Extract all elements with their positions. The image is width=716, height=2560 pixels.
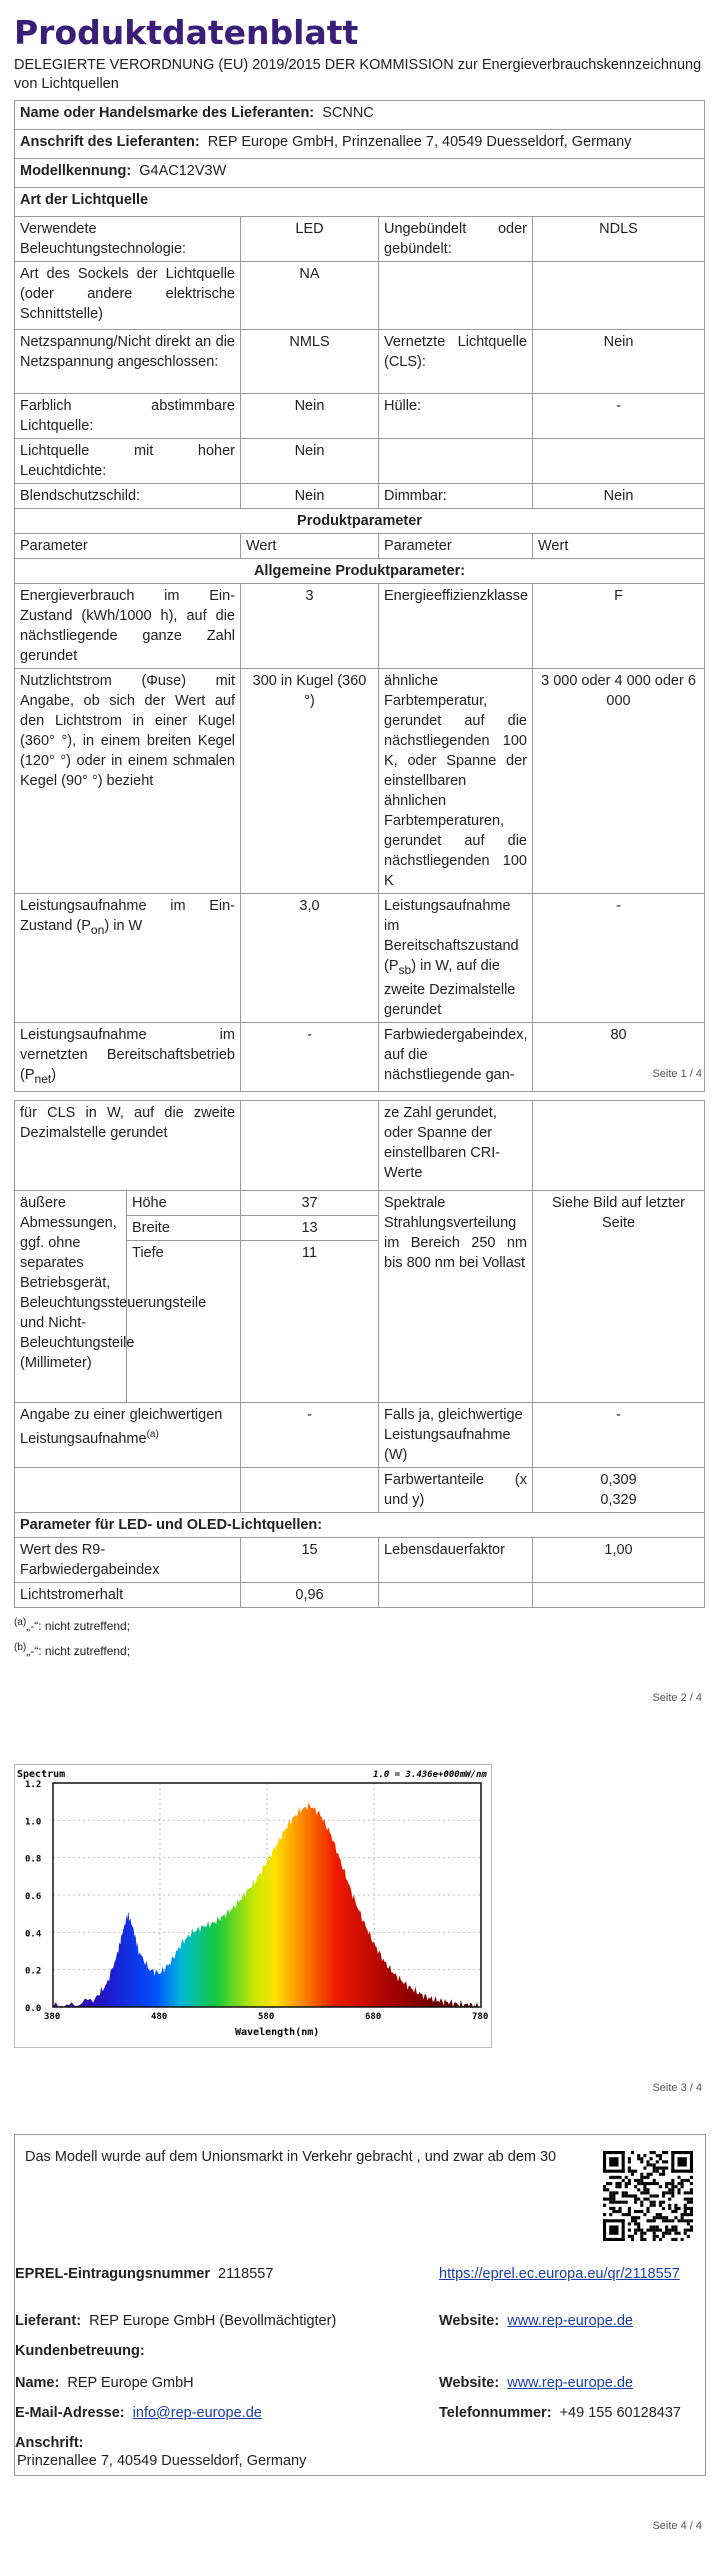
address-value: REP Europe GmbH, Prinzenallee 7, 40549 Duesseldorf, Germany: [207, 134, 632, 150]
param-value: -: [533, 894, 705, 1023]
param-label: für CLS in W, auf die zweite Dezimalstelle gerundet: [15, 1101, 241, 1191]
type-row: [15, 262, 705, 330]
eprel-number: 2118557: [218, 2266, 274, 2282]
y-tick-label: 0.8: [25, 1854, 42, 1865]
type-value: NDLS: [533, 217, 705, 262]
supplier-info-box: [14, 2134, 706, 2476]
y-tick-label: 1.2: [25, 1780, 42, 1790]
page-title: Produktdatenblatt: [14, 13, 359, 52]
param-label: Energieeffizienzklasse: [379, 584, 533, 669]
email-row: E-Mail-Adresse: info@rep-europe.de: [15, 2405, 262, 2421]
type-value: -: [533, 394, 705, 439]
param-label: Leistungsaufnahme im Bereitschaftszustand $(P_{sb})$ in W, auf die zweite Dezimalstelle gerundet: [379, 894, 533, 1023]
dimension-value: 37: [241, 1191, 379, 1216]
supplier-value: SCNNC: [322, 105, 374, 121]
website-link[interactable]: www.rep-europe.de: [507, 2375, 633, 2391]
chromaticity-label: Farbwertanteile (x und y): [379, 1468, 533, 1513]
dimension-name: Tiefe: [127, 1241, 241, 1403]
dimension-name: Höhe: [127, 1191, 241, 1216]
param-label: ze Zahl gerundet, oder Spanne der einstellbaren CRI-Werte: [379, 1101, 533, 1191]
param-value: -: [241, 1022, 379, 1091]
spectrum-label: Spektrale Strahlungsverteilung im Bereich 250 nm bis 800 nm bei Vollast: [379, 1191, 533, 1403]
param-value: 300 in Kugel (360 °): [241, 669, 379, 894]
x-tick-label: 580: [258, 2012, 275, 2022]
param-value: 3: [241, 584, 379, 669]
supplier-label: Name oder Handelsmarke des Lieferanten:: [20, 105, 315, 121]
type-value: Nein: [241, 484, 379, 509]
spectrum-value: Siehe Bild auf letzter Seite: [533, 1191, 705, 1403]
x-tick-label: 780: [472, 2012, 489, 2022]
email-link[interactable]: info@rep-europe.de: [132, 2405, 262, 2421]
type-label: Farblich abstimmbare Lichtquelle:: [15, 394, 241, 439]
type-label: [379, 439, 533, 484]
chart-annotation: 1.0 = 3.436e+000mW/nm: [373, 1770, 487, 1780]
type-label: Dimmbar:: [379, 484, 533, 509]
anschrift-label: Anschrift:: [15, 2435, 84, 2451]
param-value: F: [533, 584, 705, 669]
phone-row: Telefonnummer: +49 155 60128437: [439, 2405, 681, 2421]
address-label: Anschrift des Lieferanten:: [20, 134, 200, 150]
customer-service-heading: Kundenbetreuung:: [15, 2343, 145, 2359]
param-label: Farbwiedergabeindex, auf die nächstliegende gan-: [379, 1022, 533, 1091]
supplier-table: [14, 100, 705, 1092]
column-header: Parameter: [379, 534, 533, 559]
r9-label: Wert des R9-Farbwiedergabeindex: [15, 1538, 241, 1583]
column-header: Wert: [241, 534, 379, 559]
maintenance-value: 0,96: [241, 1583, 379, 1608]
type-value: NMLS: [241, 330, 379, 394]
y-tick-label: 0.2: [25, 1966, 42, 1977]
led-params-heading: Parameter für LED- und OLED-Lichtquellen:: [15, 1513, 705, 1538]
website-link[interactable]: www.rep-europe.de: [507, 2313, 633, 2329]
column-header: Parameter: [15, 534, 241, 559]
y-tick-label: 1.0: [25, 1817, 42, 1828]
x-tick-label: 380: [44, 2012, 61, 2022]
type-value: LED: [241, 217, 379, 262]
type-value: [533, 262, 705, 330]
page-number: Seite 3 / 4: [652, 2082, 702, 2094]
website2-row: Website: www.rep-europe.de: [439, 2375, 633, 2391]
column-header-row: [15, 534, 705, 559]
param-row: [15, 894, 705, 1023]
r9-value: 15: [241, 1538, 379, 1583]
params-table-continued: [14, 1100, 705, 1608]
y-tick-label: 0.0: [25, 2004, 42, 2014]
page-1: [14, 14, 704, 1092]
spectrum-svg: [15, 1765, 491, 2047]
market-intro: Das Modell wurde auf dem Unionsmarkt in Verkehr gebracht , und zwar ab dem 30: [25, 2149, 557, 2165]
x-tick-label: 680: [365, 2012, 382, 2022]
type-value: Nein: [241, 394, 379, 439]
type-row: [15, 394, 705, 439]
type-label: Verwendete Beleuchtungstechnologie:: [15, 217, 241, 262]
param-label: Leistungsaufnahme im Ein-Zustand $(P_{on})$ in W: [15, 894, 241, 1023]
type-row: [15, 439, 705, 484]
type-row: [15, 217, 705, 262]
regulation-subtitle: DELEGIERTE VERORDNUNG (EU) 2019/2015 DER KOMMISSION zur Energieverbrauchskennzeichnung von Lichtquellen: [14, 57, 702, 92]
type-label: [379, 262, 533, 330]
model-value: G4AC12V3W: [139, 163, 227, 179]
dimension-value: 11: [241, 1241, 379, 1403]
life-factor-value: 1,00: [533, 1538, 705, 1583]
type-label: Lichtquelle mit hoher Leuchtdichte:: [15, 439, 241, 484]
param-row: [15, 584, 705, 669]
param-value: 3 000 oder 4 000 oder 6 000: [533, 669, 705, 894]
x-tick-label: 480: [151, 2012, 168, 2022]
type-row: [15, 484, 705, 509]
page-number: Seite 4 / 4: [652, 2520, 702, 2532]
general-params-heading: Allgemeine Produktparameter:: [15, 559, 705, 584]
equivalent-right-label: Falls ja, gleichwertige Leistungsaufnahme (W): [379, 1403, 533, 1468]
type-heading: Art der Lichtquelle: [15, 188, 705, 217]
website-row: Website: www.rep-europe.de: [439, 2313, 633, 2329]
type-label: Netzspannung/Nicht direkt an die Netzspannung angeschlossen:: [15, 330, 241, 394]
equivalent-value: -: [241, 1403, 379, 1468]
y-tick-label: 0.4: [25, 1929, 42, 1940]
equivalent-right-value: -: [533, 1403, 705, 1468]
type-label: Vernetzte Lichtquelle (CLS):: [379, 330, 533, 394]
lieferant-row: Lieferant: REP Europe GmbH (Bevollmächtigter): [15, 2313, 337, 2329]
dimension-name: Breite: [127, 1216, 241, 1241]
param-row: [15, 1022, 705, 1091]
dimensions-label: äußere Abmessungen, ggf. ohne separates Betriebsgerät, Beleuchtungssteuerungsteile und Nicht-Beleuchtungsteile (Millimeter): [15, 1191, 127, 1403]
type-value: Nein: [533, 484, 705, 509]
type-row: [15, 330, 705, 394]
x-axis-label: Wavelength(nm): [235, 2027, 320, 2038]
type-label: Art des Sockels der Lichtquelle (oder andere elektrische Schnittstelle): [15, 262, 241, 330]
param-label: ähnliche Farbtemperatur, gerundet auf die nächstliegenden 100 K, oder Spanne der einstellbaren ähnlichen Farbtemperaturen, gerundet auf die nächstliegenden 100 K: [379, 669, 533, 894]
param-label: Nutzlichtstrom (Φuse) mit Angabe, ob sich der Wert auf den Lichtstrom in einer Kugel (360° °), in einem breiten Kegel (120° °) oder in einem schmalen Kegel (90° °) bezieht: [15, 669, 241, 894]
eprel-row: EPREL-Eintragungsnummer 2118557: [15, 2266, 274, 2282]
type-label: Hülle:: [379, 394, 533, 439]
type-label: Ungebündelt oder gebündelt:: [379, 217, 533, 262]
footnotes: $^{(a)}$„-“: nicht zutreffend; $^{(b)}$„-“: nicht zutreffend;: [14, 1617, 131, 1658]
maintenance-label: Lichtstromerhalt: [15, 1583, 241, 1608]
chromaticity-values: 0,309 0,329: [533, 1468, 705, 1513]
anschrift-value: Prinzenallee 7, 40549 Duesseldorf, Germany: [17, 2453, 307, 2469]
life-factor-label: Lebensdauerfaktor: [379, 1538, 533, 1583]
type-value: Nein: [241, 439, 379, 484]
qr-code-icon[interactable]: [603, 2151, 693, 2241]
page-number: Seite 2 / 4: [652, 1692, 702, 1704]
y-tick-label: 0.6: [25, 1892, 42, 1902]
eprel-link[interactable]: https://eprel.ec.europa.eu/qr/2118557: [439, 2266, 680, 2282]
type-value: Nein: [533, 330, 705, 394]
type-label: Blendschutzschild:: [15, 484, 241, 509]
param-row: [15, 669, 705, 894]
param-value: 80: [533, 1022, 705, 1091]
chart-title: Spectrum: [17, 1769, 66, 1780]
type-value: NA: [241, 262, 379, 330]
column-header: Wert: [533, 534, 705, 559]
spectrum-chart: [14, 1764, 492, 2048]
params-heading: Produktparameter: [15, 509, 705, 534]
type-value: [533, 439, 705, 484]
param-label: Leistungsaufnahme im vernetzten Bereitschaftsbetrieb $(P_{net})$: [15, 1022, 241, 1091]
page-number: Seite 1 / 4: [652, 1068, 702, 1080]
model-label: Modellkennung:: [20, 163, 132, 179]
equivalent-label: Angabe zu einer gleichwertigen Leistungsaufnahme$^{(a)}$: [15, 1403, 241, 1468]
dimension-value: 13: [241, 1216, 379, 1241]
page-2: [14, 1100, 704, 1662]
param-label: Energieverbrauch im Ein-Zustand (kWh/1000 h), auf die nächstliegende ganze Zahl gerundet: [15, 584, 241, 669]
param-value: 3,0: [241, 894, 379, 1023]
name-row: Name: REP Europe GmbH: [15, 2375, 194, 2391]
